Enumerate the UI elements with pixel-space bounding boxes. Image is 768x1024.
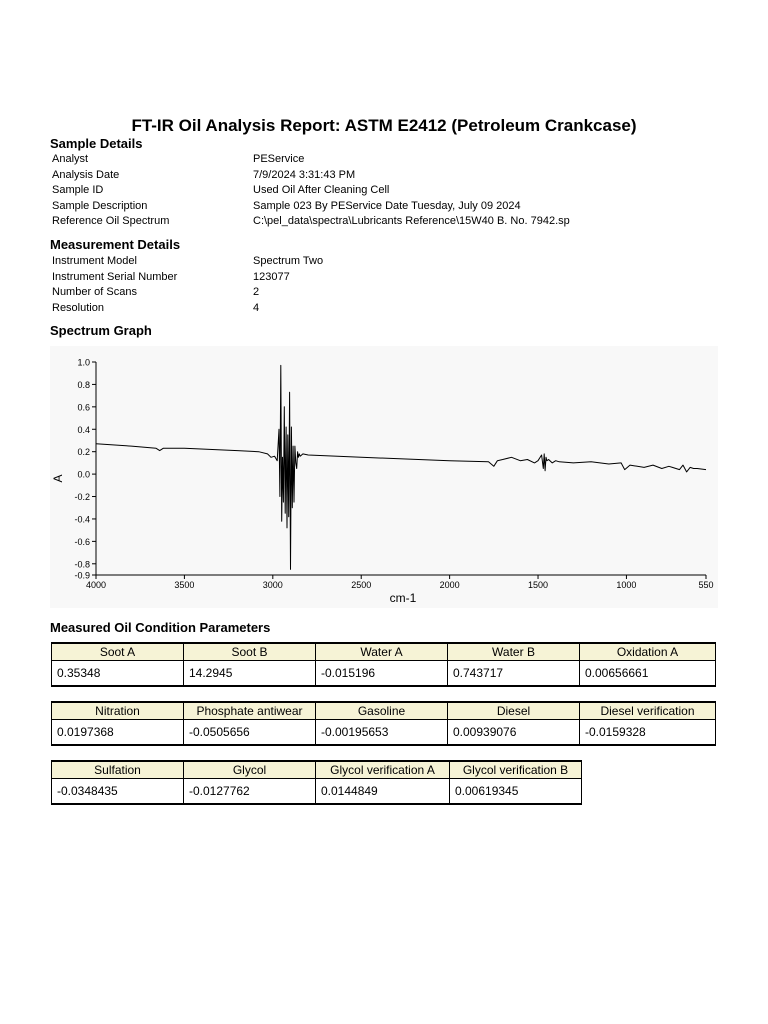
field-value: 2: [253, 286, 260, 298]
field-row-number-of-scans: [52, 286, 732, 302]
param-header: Water A: [316, 643, 448, 661]
x-tick-label: 2000: [439, 580, 460, 590]
y-tick-label: -0.6: [74, 536, 90, 547]
field-row-sample-id: [52, 184, 732, 200]
field-value: Sample 023 By PEService Date Tuesday, July 09 2024: [253, 199, 521, 212]
spectrum-svg: [50, 346, 718, 608]
param-header: Gasoline: [316, 702, 448, 720]
parameters-heading: Measured Oil Condition Parameters: [50, 620, 271, 635]
param-header: Water B: [448, 643, 580, 661]
param-header: Phosphate antiwear: [184, 702, 316, 720]
field-value: 123077: [253, 270, 290, 283]
param-value: 0.0197368: [52, 720, 184, 746]
param-value: 0.00939076: [448, 720, 580, 746]
param-header: Glycol verification A: [316, 761, 450, 779]
param-header: Glycol: [184, 761, 316, 779]
x-tick-label: 2500: [351, 580, 372, 590]
param-value: 0.0144849: [316, 779, 450, 805]
param-header: Diesel verification: [580, 702, 716, 720]
field-label: Reference Oil Spectrum: [52, 215, 170, 227]
param-value: 0.743717: [448, 661, 580, 687]
field-value: C:\pel_data\spectra\Lubricants Reference\15W40 B. No. 7942.sp: [253, 215, 570, 227]
param-value: -0.0159328: [580, 720, 716, 746]
y-axis-title: A: [51, 474, 65, 483]
field-value: 7/9/2024 3:31:43 PM: [253, 168, 356, 181]
x-tick-label: 4000: [85, 580, 107, 590]
field-row-analysis-date: [52, 169, 732, 185]
param-header: Nitration: [52, 702, 184, 720]
field-label: Instrument Model: [52, 255, 137, 267]
y-tick-label: 0.6: [77, 402, 90, 413]
param-value: -0.015196: [316, 661, 448, 687]
field-value: PEService: [253, 153, 305, 165]
sample-details-heading: Sample Details: [50, 136, 143, 151]
param-value: -0.00195653: [316, 720, 448, 746]
chart-background: [50, 346, 718, 608]
x-axis-title: cm-1: [389, 591, 417, 605]
param-header: Sulfation: [52, 761, 184, 779]
y-tick-label: -0.9: [74, 570, 90, 581]
x-tick-label: 3000: [262, 580, 283, 590]
param-header: Oxidation A: [580, 643, 716, 661]
parameters-table-2: [51, 701, 716, 746]
spectrum-graph-heading: Spectrum Graph: [50, 323, 152, 338]
param-header: Soot B: [184, 643, 316, 661]
field-value: Spectrum Two: [253, 255, 324, 267]
x-tick-label: 3500: [174, 580, 195, 590]
param-value: -0.0127762: [184, 779, 316, 805]
field-row-instrument-model: [52, 255, 732, 271]
y-tick-label: 0.0: [77, 469, 90, 480]
param-value: 14.2945: [184, 661, 316, 687]
field-label: Sample Description: [52, 199, 148, 212]
param-value: 0.35348: [52, 661, 184, 687]
x-tick-label: 1500: [528, 580, 549, 590]
field-label: Resolution: [52, 301, 104, 314]
x-tick-label: 1000: [616, 580, 637, 590]
field-value: Used Oil After Cleaning Cell: [253, 184, 390, 196]
field-row-resolution: [52, 302, 732, 318]
parameters-table-3: [51, 760, 582, 805]
field-label: Sample ID: [52, 184, 104, 196]
param-value: 0.00619345: [450, 779, 582, 805]
y-tick-label: -0.4: [74, 514, 90, 525]
param-value: 0.00656661: [580, 661, 716, 687]
y-tick-label: 0.8: [77, 379, 90, 390]
y-tick-label: 0.4: [77, 424, 90, 435]
field-label: Instrument Serial Number: [52, 270, 178, 283]
y-tick-label: 1.0: [77, 357, 90, 368]
y-tick-label: -0.8: [74, 559, 90, 570]
param-header: Soot A: [52, 643, 184, 661]
param-value: -0.0348435: [52, 779, 184, 805]
field-value: 4: [253, 301, 260, 314]
measurement-details-rows: [52, 255, 732, 317]
field-label: Analyst: [52, 153, 89, 165]
spectrum-chart: [50, 346, 718, 608]
y-tick-label: -0.2: [74, 492, 90, 503]
field-row-serial-number: [52, 271, 732, 287]
param-header: Diesel: [448, 702, 580, 720]
field-label: Number of Scans: [52, 286, 137, 298]
field-label: Analysis Date: [52, 168, 120, 181]
field-row-reference-spectrum: [52, 215, 732, 231]
x-tick-label: 550: [698, 580, 714, 590]
measurement-details-heading: Measurement Details: [50, 237, 181, 252]
param-header: Glycol verification B: [450, 761, 582, 779]
report-title: FT-IR Oil Analysis Report: ASTM E2412 (Petroleum Crankcase): [131, 116, 637, 135]
field-row-sample-description: [52, 200, 732, 216]
parameters-table-1: [51, 642, 716, 687]
field-row-analyst: [52, 153, 732, 169]
y-tick-label: 0.2: [77, 447, 90, 458]
param-value: -0.0505656: [184, 720, 316, 746]
sample-details-rows: [52, 153, 732, 231]
